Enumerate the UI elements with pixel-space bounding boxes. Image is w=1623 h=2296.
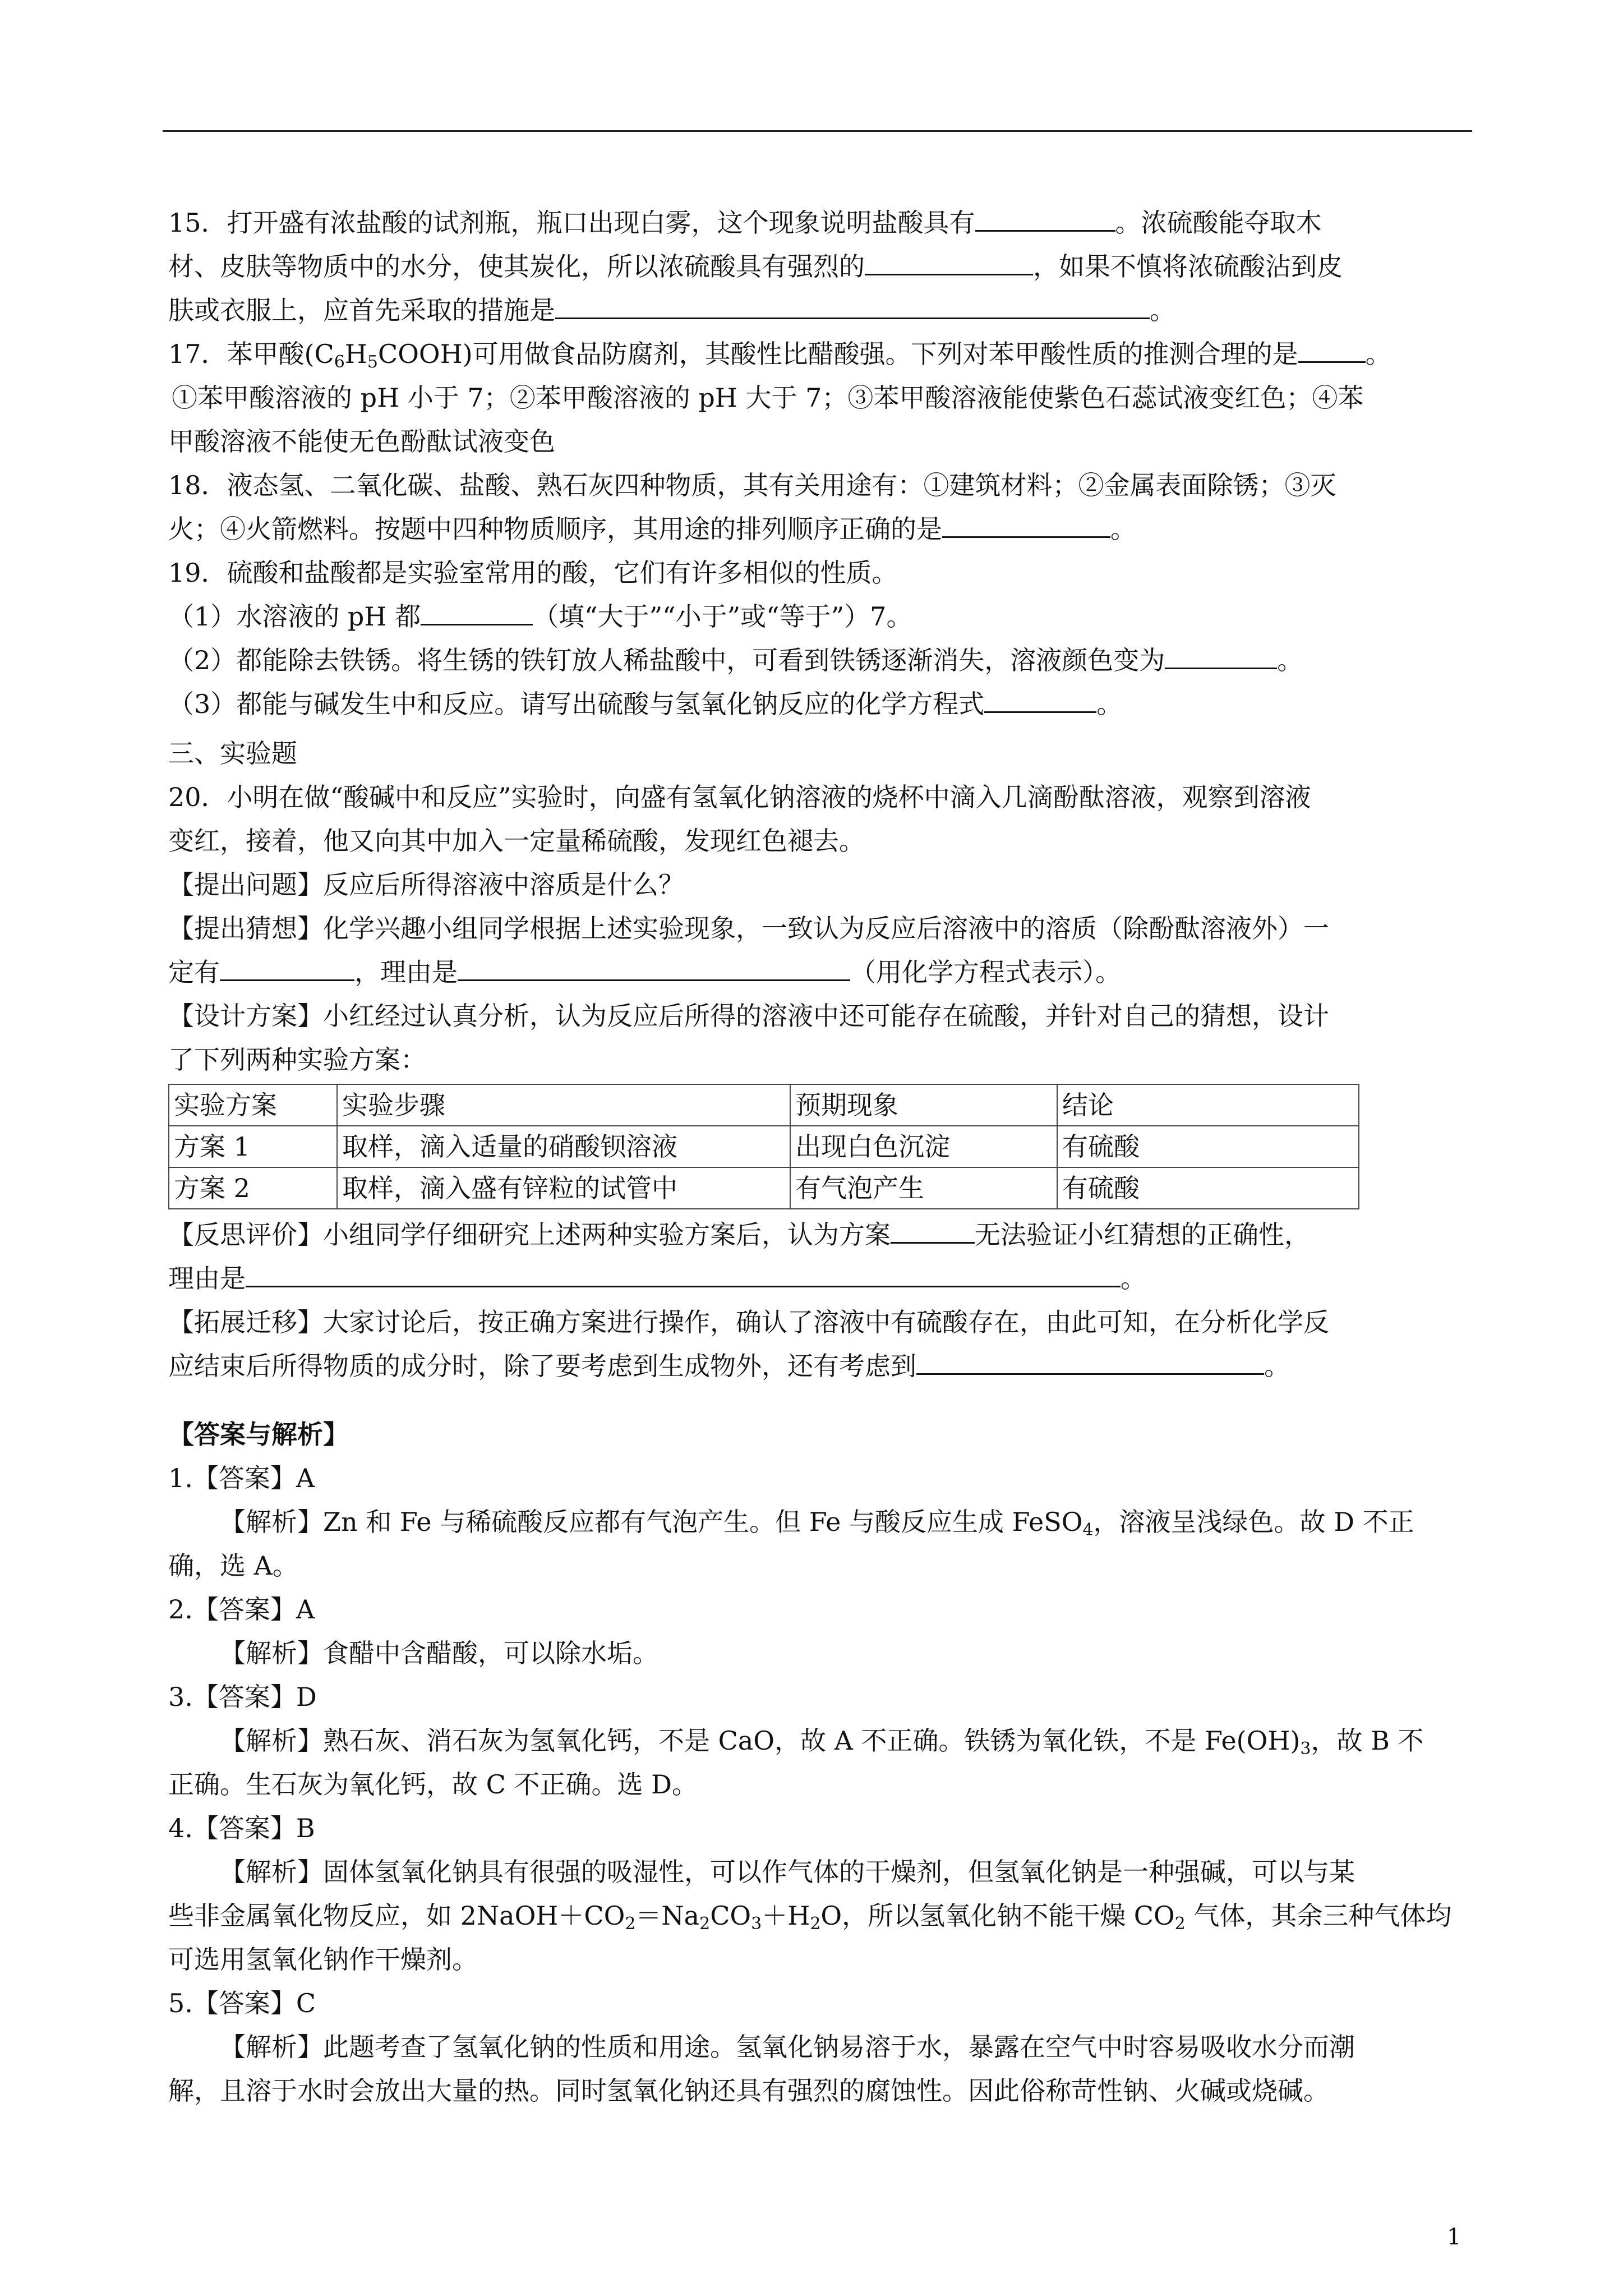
text: 确，选 A。 — [168, 1550, 298, 1581]
text: 【解析】食醋中含醋酸，可以除水垢。 — [220, 1638, 658, 1668]
text: 正确。生石灰为氧化钙，故 C 不正确。选 D。 — [168, 1769, 698, 1800]
text: ，故 B 不 — [1311, 1726, 1424, 1756]
text: 气体，其余三种气体均 — [1185, 1901, 1452, 1931]
table-cell: 有硫酸 — [1057, 1167, 1359, 1209]
text: 。 — [1264, 1351, 1290, 1381]
document-body — [168, 201, 1475, 2113]
answer-blank — [916, 1354, 1264, 1375]
subscript: 2 — [810, 1914, 821, 1934]
text: 18．液态氢、二氧化碳、盐酸、熟石灰四种物质，其有关用途有：①建筑材料；②金属表面除锈；③灭 — [168, 470, 1336, 500]
text: （1）水溶液的 pH 都 — [168, 601, 421, 632]
table-cell: 出现白色沉淀 — [790, 1126, 1057, 1167]
text: 【解析】熟石灰、消石灰为氢氧化钙，不是 CaO，故 A 不正确。铁锈为氧化铁，不是 Fe(OH) — [220, 1726, 1301, 1756]
table-header-cell: 实验步骤 — [337, 1084, 790, 1126]
text: 定有 — [168, 957, 220, 987]
text: 19．硫酸和盐酸都是实验室常用的酸，它们有许多相似的性质。 — [168, 558, 898, 588]
text: ，如果不慎将浓硫酸沾到皮 — [1033, 251, 1343, 282]
text: 了下列两种实验方案： — [168, 1045, 426, 1075]
question-18 — [168, 463, 1475, 551]
text: 。 — [1277, 645, 1303, 675]
answer-blank — [458, 960, 850, 981]
table-cell: 取样，滴入适量的硝酸钡溶液 — [337, 1126, 790, 1167]
table-cell: 有硫酸 — [1057, 1126, 1359, 1167]
text: 甲酸溶液不能使无色酚酞试液变色 — [168, 426, 555, 457]
answer-blank — [942, 517, 1110, 538]
table-header-cell: 结论 — [1057, 1084, 1359, 1126]
answer-label: 1.【答案】A — [168, 1463, 315, 1493]
answer-2 — [168, 1588, 1475, 1675]
text: 理由是 — [168, 1263, 246, 1294]
answer-blank — [891, 1223, 975, 1244]
text: 【提出猜想】化学兴趣小组同学根据上述实验现象，一致认为反应后溶液中的溶质（除酚酞溶液外）一 — [168, 913, 1329, 944]
text: 。 — [1110, 514, 1136, 544]
answer-blank — [975, 211, 1115, 232]
header-rule — [163, 130, 1472, 132]
page-number: 1 — [1447, 2224, 1461, 2250]
question-20 — [168, 775, 1475, 1388]
answer-blank — [555, 298, 1150, 319]
answer-blank — [246, 1267, 1121, 1287]
text: 。浓硫酸能夺取木 — [1115, 208, 1322, 238]
subscript: 3 — [751, 1914, 762, 1934]
answer-blank — [865, 255, 1033, 275]
answers-title: 【答案与解析】 — [168, 1419, 349, 1450]
subscript: 3 — [1300, 1739, 1311, 1759]
text: 变红，接着，他又向其中加入一定量稀硫酸，发现红色褪去。 — [168, 826, 865, 856]
table-cell: 方案 1 — [169, 1126, 337, 1167]
text: 【解析】固体氢氧化钠具有很强的吸湿性，可以作气体的干燥剂，但氢氧化钠是一种强碱，可以与某 — [220, 1857, 1355, 1887]
answer-blank — [1298, 342, 1366, 363]
subscript: 6 — [334, 352, 345, 372]
text: （3）都能与碱发生中和反应。请写出硫酸与氢氧化钠反应的化学方程式 — [168, 689, 985, 719]
subscript: 2 — [1174, 1914, 1186, 1934]
answer-blank — [220, 960, 354, 981]
text: 。 — [1365, 339, 1391, 369]
text: 解，且溶于水时会放出大量的热。同时氢氧化钠还具有强烈的腐蚀性。因此俗称苛性钠、火碱或烧碱。 — [168, 2076, 1329, 2106]
answer-label: 3.【答案】D — [168, 1682, 317, 1712]
subscript: 2 — [625, 1914, 636, 1934]
text: 材、皮肤等物质中的水分，使其炭化，所以浓硫酸具有强烈的 — [168, 251, 865, 282]
section-title: 三、实验题 — [168, 738, 297, 769]
text: 可选用氢氧化钠作干燥剂。 — [168, 1944, 478, 1975]
text: 17．苯甲酸(C — [168, 339, 334, 369]
question-19 — [168, 551, 1475, 726]
text: 【解析】Zn 和 Fe 与稀硫酸反应都有气泡产生。但 Fe 与酸反应生成 FeSO — [220, 1507, 1083, 1537]
text: ，理由是 — [354, 957, 458, 987]
answer-blank — [1165, 648, 1277, 669]
answer-blank — [421, 605, 533, 625]
answer-4 — [168, 1806, 1475, 1981]
answer-1 — [168, 1456, 1475, 1588]
text: 。 — [1121, 1263, 1146, 1294]
text: 【反思评价】小组同学仔细研究上述两种实验方案后，认为方案 — [168, 1220, 891, 1250]
answer-3 — [168, 1675, 1475, 1806]
table-cell: 取样，滴入盛有锌粒的试管中 — [337, 1167, 790, 1209]
text: （用化学方程式表示）。 — [850, 957, 1121, 987]
answer-5 — [168, 1981, 1475, 2113]
table-row — [169, 1126, 1359, 1167]
answer-blank — [984, 692, 1096, 713]
question-17 — [168, 332, 1475, 463]
table-row — [169, 1167, 1359, 1209]
text: H — [344, 339, 367, 369]
subscript: 4 — [1082, 1520, 1094, 1540]
text: ＋H — [762, 1901, 810, 1931]
table-header-cell: 实验方案 — [169, 1084, 337, 1126]
experiment-table — [168, 1084, 1359, 1209]
answer-label: 5.【答案】C — [168, 1988, 316, 2018]
table-header-cell: 预期现象 — [790, 1084, 1057, 1126]
text: 火；④火箭燃料。按题中四种物质顺序，其用途的排列顺序正确的是 — [168, 514, 942, 544]
answer-label: 2.【答案】A — [168, 1594, 315, 1625]
text: 【设计方案】小红经过认真分析，认为反应后所得的溶液中还可能存在硫酸，并针对自己的猜想，设计 — [168, 1001, 1329, 1031]
text: O，所以氢氧化钠不能干燥 CO — [820, 1901, 1175, 1931]
text: COOH)可用做食品防腐剂，其酸性比醋酸强。下列对苯甲酸性质的推测合理的是 — [378, 339, 1298, 369]
text: （2）都能除去铁锈。将生锈的铁钉放人稀盐酸中，可看到铁锈逐渐消失，溶液颜色变为 — [168, 645, 1165, 675]
text: ＝Na — [635, 1901, 700, 1931]
text: CO — [710, 1901, 751, 1931]
text: 些非金属氧化物反应，如 2NaOH＋CO — [168, 1901, 625, 1931]
text: ，溶液呈浅绿色。故 D 不正 — [1093, 1507, 1414, 1537]
text: 【解析】此题考查了氢氧化钠的性质和用途。氢氧化钠易溶于水，暴露在空气中时容易吸收水分而潮 — [220, 2032, 1355, 2062]
subscript: 5 — [367, 352, 378, 372]
text: 。 — [1150, 295, 1175, 325]
text: 【拓展迁移】大家讨论后，按正确方案进行操作，确认了溶液中有硫酸存在，由此可知，在分析化学反 — [168, 1307, 1329, 1337]
subscript: 2 — [699, 1914, 711, 1934]
text: ①苯甲酸溶液的 pH 小于 7；②苯甲酸溶液的 pH 大于 7；③苯甲酸溶液能使紫色石蕊试液变红色；④苯 — [172, 383, 1364, 413]
answer-label: 4.【答案】B — [168, 1813, 315, 1843]
text: 15．打开盛有浓盐酸的试剂瓶，瓶口出现白雾，这个现象说明盐酸具有 — [168, 208, 975, 238]
text: 应结束后所得物质的成分时，除了要考虑到生成物外，还有考虑到 — [168, 1351, 916, 1381]
text: 肤或衣服上，应首先采取的措施是 — [168, 295, 555, 325]
table-header-row — [169, 1084, 1359, 1126]
question-15 — [168, 201, 1475, 332]
table-cell: 方案 2 — [169, 1167, 337, 1209]
text: 【提出问题】反应后所得溶液中溶质是什么？ — [168, 869, 684, 900]
text: 无法验证小红猜想的正确性， — [975, 1220, 1310, 1250]
text: （填“大于”“小于”或“等于”）7。 — [533, 601, 912, 632]
text: 20．小明在做“酸碱中和反应”实验时，向盛有氢氧化钠溶液的烧杯中滴入几滴酚酞溶液，观察到溶液 — [168, 782, 1311, 812]
table-cell: 有气泡产生 — [790, 1167, 1057, 1209]
text: 。 — [1096, 689, 1123, 719]
